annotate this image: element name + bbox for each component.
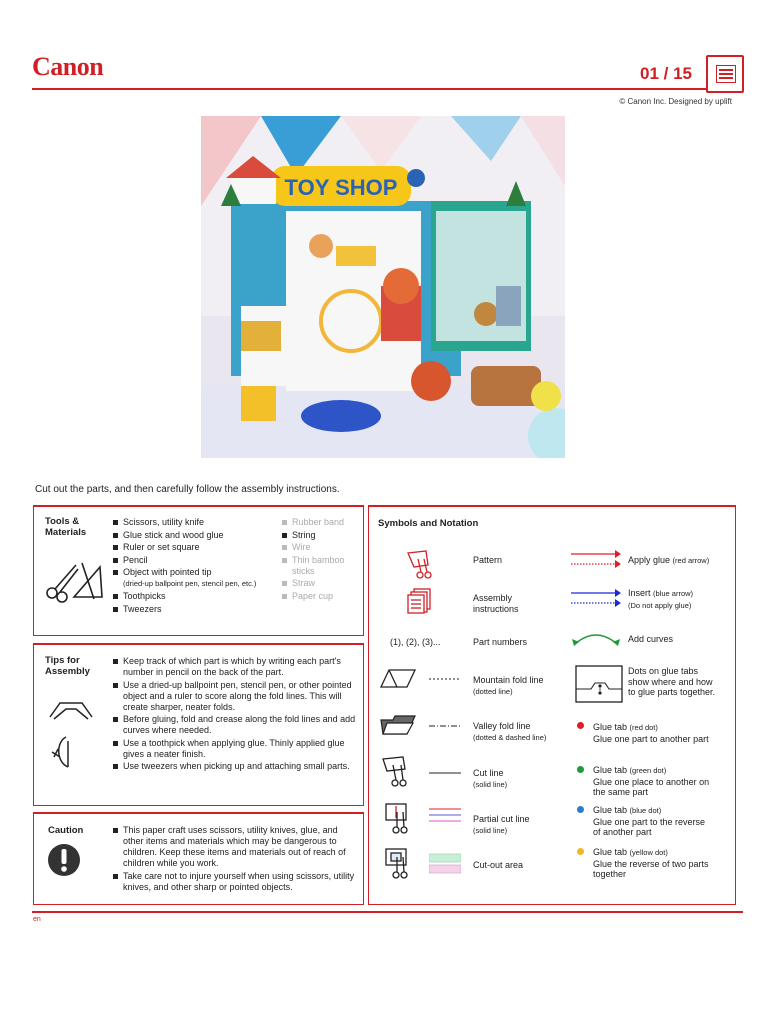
assembly-instructions-icon [406, 587, 434, 615]
insert-arrows [571, 588, 621, 608]
cut-line-label [473, 768, 507, 790]
caution-children: This paper craft uses scissors, utility knives, glue, and other items and materials which may be dangerous to children. Keep these items and materials out of reach of children while you work. [113, 825, 357, 869]
tip-score-lines: Use a dried-up ballpoint pen, stencil pen, or other pointed object and a ruler to score along the fold lines. This will create sharper, neater folds. [113, 680, 357, 713]
blue-glue-title: Glue tab [593, 805, 628, 815]
exclamation-icon [47, 843, 81, 877]
cut-out-label: Cut-out area [473, 860, 524, 870]
tool-pointed-label: Object with pointed tip [123, 567, 212, 578]
language-code: en [33, 916, 41, 923]
tool-pointed [113, 567, 288, 589]
insert-sub: (blue arrow) [653, 589, 694, 598]
shop-sign-text: TOY SHOP [284, 175, 398, 200]
apply-glue-arrows [571, 549, 621, 569]
part-numbers-label: Part numbers [473, 637, 528, 647]
tips-title [45, 655, 90, 677]
add-curves-arrow [571, 629, 621, 647]
green-glue-desc1: Glue one place to another on [593, 776, 710, 787]
valley-fold-label [473, 721, 546, 743]
dots-line3: to glue parts together. [628, 687, 716, 697]
yellow-glue-tab [593, 847, 709, 880]
mountain-fold-line [429, 677, 461, 681]
insert-note: (Do not apply glue) [628, 600, 692, 610]
assembly-label [473, 593, 519, 614]
green-glue-sub: (green dot) [629, 766, 667, 775]
blue-dot-icon [577, 806, 584, 813]
green-glue-desc2: the same part [593, 787, 649, 797]
red-dot-icon [577, 722, 584, 729]
apply-glue-label [628, 555, 709, 567]
red-glue-title: Glue tab [593, 722, 628, 732]
part-numbers-code: (1), (2), (3)... [390, 637, 441, 647]
red-glue-tab [593, 722, 709, 744]
cut-line-title: Cut line [473, 768, 504, 778]
caution-panel [33, 812, 364, 905]
hands-folding-icon [46, 697, 96, 777]
symbols-panel [368, 505, 736, 905]
tool-straw: Straw [282, 578, 360, 589]
cut-out-swatches [429, 853, 461, 875]
valley-fold-sub: (dotted & dashed line) [473, 732, 547, 742]
tip-tweezers: Use tweezers when picking up and attaching small parts. [113, 761, 357, 772]
copyright-text: © Canon Inc. Designed by uplift [619, 97, 732, 106]
tool-glue: Glue stick and wood glue [113, 530, 288, 541]
tools-title [45, 516, 86, 538]
apply-glue-title: Apply glue [628, 555, 671, 565]
insert-label [628, 588, 693, 611]
glue-tab-dots-icon [575, 665, 623, 703]
partial-cut-lines [429, 807, 461, 825]
yellow-glue-sub: (yellow dot) [629, 848, 668, 857]
canon-logo: Canon [32, 52, 104, 81]
tool-paper-cup: Paper cup [282, 591, 360, 602]
red-glue-desc: Glue one part to another part [593, 733, 709, 744]
assembly-label-line2: instructions [473, 603, 519, 614]
partial-cut-sub: (solid line) [473, 825, 508, 835]
cut-line-sub: (solid line) [473, 779, 508, 789]
add-curves-label: Add curves [628, 634, 674, 644]
intro-text: Cut out the parts, and then carefully follow the assembly instructions. [35, 484, 340, 495]
cut-scissors-icon [381, 755, 411, 789]
tool-pencil: Pencil [113, 555, 288, 566]
yellow-glue-title: Glue tab [593, 847, 628, 857]
tip-part-numbers: Keep track of which part is which by writing each part's number in pencil on the back of the part. [113, 656, 357, 678]
valley-fold-title: Valley fold line [473, 721, 531, 731]
insert-title: Insert [628, 588, 651, 598]
mountain-fold-sub: (dotted line) [473, 686, 513, 696]
tool-wire: Wire [282, 542, 360, 553]
caution-injury: Take care not to injure yourself when using scissors, utility knives, and other sharp or pointed objects. [113, 871, 357, 893]
tip-toothpick: Use a toothpick when applying glue. Thinly applied glue gives a neater finish. [113, 738, 357, 760]
dots-line1: Dots on glue tabs [628, 666, 699, 676]
tool-toothpicks: Toothpicks [113, 591, 288, 602]
partial-cut-icon [384, 802, 414, 836]
cut-line [429, 771, 461, 775]
yellow-glue-desc1: Glue the reverse of two parts [593, 858, 709, 869]
pattern-icon [406, 549, 434, 579]
dots-line2: show where and how [628, 676, 713, 687]
green-glue-tab [593, 765, 709, 798]
cut-out-icon [384, 847, 414, 881]
tool-bamboo: Thin bamboo sticks [282, 555, 360, 577]
blue-glue-desc2: of another part [593, 827, 652, 837]
assembly-label-line1: Assembly [473, 593, 513, 603]
footer-rule [32, 911, 743, 913]
tips-title-line1: Tips for [45, 655, 80, 666]
yellow-dot-icon [577, 848, 584, 855]
tips-panel [33, 643, 364, 806]
header-rule [32, 88, 708, 90]
page-indicator: 01 / 15 [640, 64, 692, 83]
tools-title-line2: Materials [45, 527, 87, 538]
partial-cut-label [473, 814, 530, 836]
mountain-fold-label [473, 675, 544, 697]
valley-fold-icon [379, 714, 417, 736]
green-glue-title: Glue tab [593, 765, 628, 775]
green-dot-icon [577, 766, 584, 773]
tool-rubber-band: Rubber band [282, 517, 360, 528]
tools-icon [40, 557, 108, 605]
toy-shop-photo [201, 116, 565, 458]
red-glue-sub: (red dot) [629, 723, 658, 732]
blue-glue-sub: (blue dot) [629, 806, 662, 815]
valley-fold-line [429, 724, 461, 728]
blue-glue-desc1: Glue one part to the reverse [593, 816, 706, 827]
symbols-title: Symbols and Notation [378, 518, 479, 529]
tip-fold-crease: Before gluing, fold and crease along the fold lines and add curves where needed. [113, 714, 357, 736]
pattern-label: Pattern [473, 555, 503, 565]
tool-scissors: Scissors, utility knife [113, 517, 288, 528]
tool-tweezers: Tweezers [113, 604, 288, 615]
blue-glue-tab [593, 805, 705, 838]
mountain-fold-title: Mountain fold line [473, 675, 544, 685]
tool-ruler: Ruler or set square [113, 542, 288, 553]
tips-title-line2: Assembly [45, 666, 90, 677]
caution-title: Caution [48, 825, 84, 836]
mountain-fold-icon [379, 667, 417, 689]
tool-string: String [282, 530, 360, 541]
yellow-glue-desc2: together [593, 869, 627, 879]
document-icon [706, 55, 744, 93]
tools-materials-panel [33, 505, 364, 636]
tool-pointed-sub: (dried-up ballpoint pen, stencil pen, etc.) [123, 579, 257, 589]
apply-glue-sub: (red arrow) [672, 556, 710, 565]
tools-title-line1: Tools & [45, 516, 80, 527]
partial-cut-title: Partial cut line [473, 814, 530, 824]
dots-description [628, 666, 715, 698]
